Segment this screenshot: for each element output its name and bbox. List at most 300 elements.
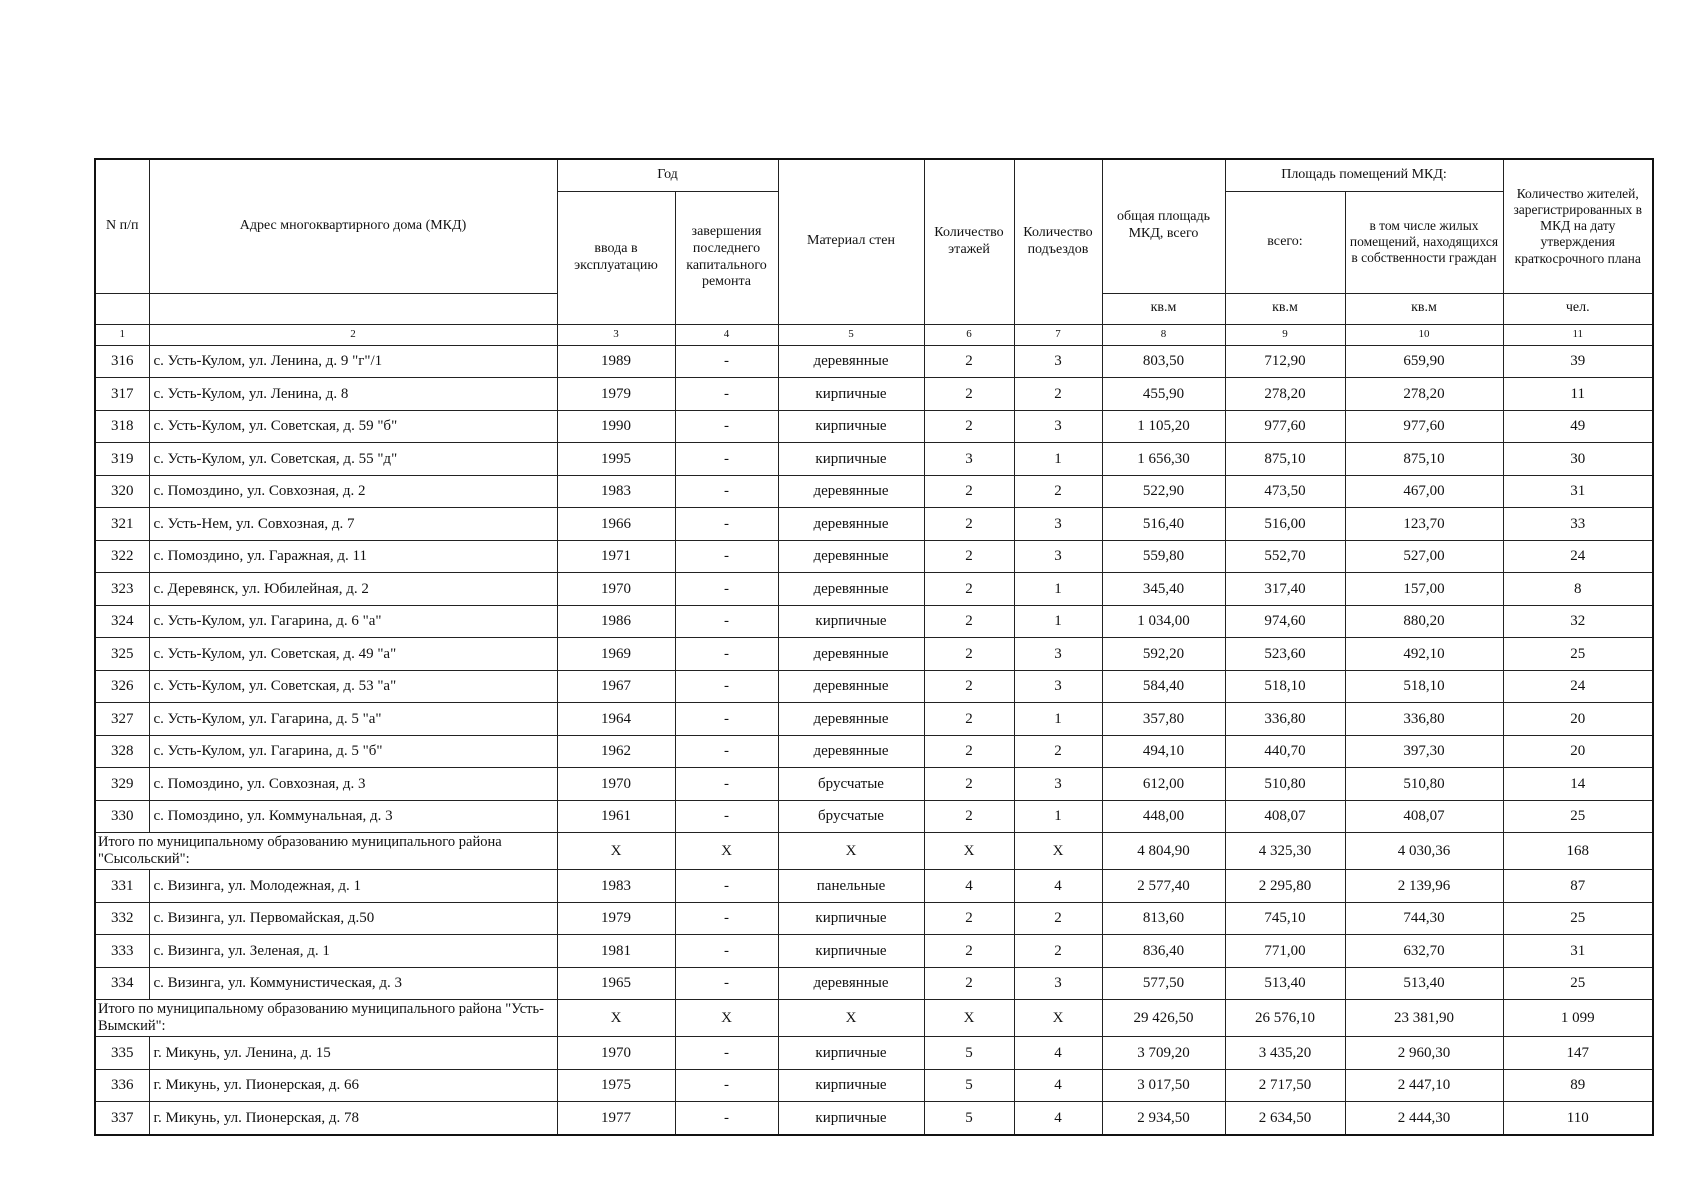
table-row — [95, 670, 1653, 703]
area-all-cell: 977,60 — [1225, 410, 1345, 443]
year-repair-cell: - — [675, 703, 778, 736]
residents-cell: 14 — [1503, 768, 1653, 801]
table-row — [95, 735, 1653, 768]
table-row — [95, 443, 1653, 476]
wall-material-cell: кирпичные — [778, 1102, 924, 1135]
table-row — [95, 902, 1653, 935]
row-number-cell: 323 — [95, 573, 149, 606]
table-row — [95, 508, 1653, 541]
wall-material-cell: кирпичные — [778, 935, 924, 968]
row-number-cell: 316 — [95, 345, 149, 378]
floors-cell: 2 — [924, 605, 1014, 638]
row-number-cell: 333 — [95, 935, 149, 968]
area-private-cell: 2 960,30 — [1345, 1037, 1503, 1070]
floors-cell: 2 — [924, 703, 1014, 736]
row-number-cell: 327 — [95, 703, 149, 736]
subtotal-label: Итого по муниципальному образованию муниципального района "Усть-Вымский": — [95, 1000, 557, 1037]
subtotal-area-private: 23 381,90 — [1345, 1000, 1503, 1037]
floors-cell: 2 — [924, 410, 1014, 443]
address-cell: с. Деревянск, ул. Юбилейная, д. 2 — [149, 573, 557, 606]
subtotal-wall-material: X — [778, 1000, 924, 1037]
total-area-cell: 1 034,00 — [1102, 605, 1225, 638]
wall-material-cell: деревянные — [778, 670, 924, 703]
row-number-cell: 335 — [95, 1037, 149, 1070]
year-repair-cell: - — [675, 638, 778, 671]
table-row — [95, 638, 1653, 671]
column-number: 4 — [675, 324, 778, 345]
area-all-cell: 278,20 — [1225, 378, 1345, 411]
entrances-cell: 2 — [1014, 378, 1102, 411]
total-area-cell: 2 934,50 — [1102, 1102, 1225, 1135]
header-address: Адрес многоквартирного дома (МКД) — [149, 159, 557, 293]
entrances-cell: 3 — [1014, 768, 1102, 801]
address-cell: с. Усть-Кулом, ул. Гагарина, д. 5 "б" — [149, 735, 557, 768]
table-row — [95, 475, 1653, 508]
year-repair-cell: - — [675, 935, 778, 968]
address-cell: с. Помоздино, ул. Коммунальная, д. 3 — [149, 800, 557, 833]
address-cell: с. Усть-Нем, ул. Совхозная, д. 7 — [149, 508, 557, 541]
row-number-cell: 326 — [95, 670, 149, 703]
year-repair-cell: - — [675, 967, 778, 1000]
area-private-cell: 510,80 — [1345, 768, 1503, 801]
column-number: 10 — [1345, 324, 1503, 345]
year-commission-cell: 1979 — [557, 378, 675, 411]
entrances-cell: 1 — [1014, 443, 1102, 476]
subtotal-residents: 1 099 — [1503, 1000, 1653, 1037]
unit-area-private: кв.м — [1345, 293, 1503, 324]
residents-cell: 25 — [1503, 800, 1653, 833]
address-cell: г. Микунь, ул. Пионерская, д. 66 — [149, 1069, 557, 1102]
address-cell: с. Усть-Кулом, ул. Советская, д. 53 "а" — [149, 670, 557, 703]
area-private-cell: 397,30 — [1345, 735, 1503, 768]
entrances-cell: 4 — [1014, 1069, 1102, 1102]
row-number-cell: 336 — [95, 1069, 149, 1102]
subtotal-area-all: 4 325,30 — [1225, 833, 1345, 870]
row-number-cell: 331 — [95, 870, 149, 903]
total-area-cell: 3 017,50 — [1102, 1069, 1225, 1102]
area-all-cell: 473,50 — [1225, 475, 1345, 508]
subtotal-entrances: X — [1014, 1000, 1102, 1037]
total-area-cell: 345,40 — [1102, 573, 1225, 606]
year-repair-cell: - — [675, 902, 778, 935]
total-area-cell: 836,40 — [1102, 935, 1225, 968]
year-commission-cell: 1986 — [557, 605, 675, 638]
area-private-cell: 875,10 — [1345, 443, 1503, 476]
area-private-cell: 527,00 — [1345, 540, 1503, 573]
year-commission-cell: 1961 — [557, 800, 675, 833]
entrances-cell: 4 — [1014, 870, 1102, 903]
year-repair-cell: - — [675, 378, 778, 411]
total-area-cell: 448,00 — [1102, 800, 1225, 833]
subtotal-year-commission: X — [557, 833, 675, 870]
total-area-cell: 522,90 — [1102, 475, 1225, 508]
header-year-commission: ввода в эксплуатацию — [557, 191, 675, 324]
entrances-cell: 1 — [1014, 703, 1102, 736]
floors-cell: 2 — [924, 508, 1014, 541]
residents-cell: 147 — [1503, 1037, 1653, 1070]
subtotal-residents: 168 — [1503, 833, 1653, 870]
residents-cell: 32 — [1503, 605, 1653, 638]
address-cell: с. Усть-Кулом, ул. Советская, д. 49 "а" — [149, 638, 557, 671]
year-commission-cell: 1962 — [557, 735, 675, 768]
year-commission-cell: 1969 — [557, 638, 675, 671]
address-cell: с. Помоздино, ул. Гаражная, д. 11 — [149, 540, 557, 573]
total-area-cell: 592,20 — [1102, 638, 1225, 671]
year-commission-cell: 1966 — [557, 508, 675, 541]
wall-material-cell: деревянные — [778, 573, 924, 606]
floors-cell: 2 — [924, 670, 1014, 703]
row-number-cell: 325 — [95, 638, 149, 671]
subtotal-row — [95, 1000, 1653, 1037]
total-area-cell: 803,50 — [1102, 345, 1225, 378]
year-commission-cell: 1967 — [557, 670, 675, 703]
residents-cell: 39 — [1503, 345, 1653, 378]
area-all-cell: 712,90 — [1225, 345, 1345, 378]
row-number-cell: 319 — [95, 443, 149, 476]
entrances-cell: 1 — [1014, 800, 1102, 833]
residents-cell: 87 — [1503, 870, 1653, 903]
entrances-cell: 3 — [1014, 345, 1102, 378]
residents-cell: 30 — [1503, 443, 1653, 476]
total-area-cell: 3 709,20 — [1102, 1037, 1225, 1070]
year-commission-cell: 1965 — [557, 967, 675, 1000]
year-repair-cell: - — [675, 870, 778, 903]
area-private-cell: 632,70 — [1345, 935, 1503, 968]
floors-cell: 2 — [924, 378, 1014, 411]
floors-cell: 2 — [924, 345, 1014, 378]
residents-cell: 33 — [1503, 508, 1653, 541]
address-cell: с. Усть-Кулом, ул. Советская, д. 55 "д" — [149, 443, 557, 476]
floors-cell: 2 — [924, 800, 1014, 833]
area-private-cell: 2 444,30 — [1345, 1102, 1503, 1135]
table-row — [95, 378, 1653, 411]
wall-material-cell: деревянные — [778, 638, 924, 671]
area-all-cell: 2 295,80 — [1225, 870, 1345, 903]
entrances-cell: 2 — [1014, 935, 1102, 968]
area-all-cell: 513,40 — [1225, 967, 1345, 1000]
floors-cell: 4 — [924, 870, 1014, 903]
year-commission-cell: 1970 — [557, 1037, 675, 1070]
wall-material-cell: брусчатые — [778, 768, 924, 801]
table-header — [95, 159, 1653, 345]
total-area-cell: 584,40 — [1102, 670, 1225, 703]
row-number-cell: 328 — [95, 735, 149, 768]
year-repair-cell: - — [675, 800, 778, 833]
area-private-cell: 880,20 — [1345, 605, 1503, 638]
area-all-cell: 516,00 — [1225, 508, 1345, 541]
residents-cell: 25 — [1503, 902, 1653, 935]
floors-cell: 2 — [924, 638, 1014, 671]
area-private-cell: 278,20 — [1345, 378, 1503, 411]
entrances-cell: 3 — [1014, 638, 1102, 671]
area-private-cell: 408,07 — [1345, 800, 1503, 833]
year-repair-cell: - — [675, 1069, 778, 1102]
subtotal-total-area: 29 426,50 — [1102, 1000, 1225, 1037]
residents-cell: 25 — [1503, 638, 1653, 671]
year-repair-cell: - — [675, 573, 778, 606]
year-commission-cell: 1970 — [557, 573, 675, 606]
header-walls: Материал стен — [778, 159, 924, 324]
total-area-cell: 494,10 — [1102, 735, 1225, 768]
header-floors: Количество этажей — [924, 159, 1014, 324]
row-number-cell: 332 — [95, 902, 149, 935]
area-all-cell: 510,80 — [1225, 768, 1345, 801]
year-commission-cell: 1983 — [557, 475, 675, 508]
area-all-cell: 518,10 — [1225, 670, 1345, 703]
address-cell: с. Визинга, ул. Первомайская, д.50 — [149, 902, 557, 935]
area-private-cell: 513,40 — [1345, 967, 1503, 1000]
wall-material-cell: кирпичные — [778, 902, 924, 935]
area-private-cell: 157,00 — [1345, 573, 1503, 606]
area-all-cell: 408,07 — [1225, 800, 1345, 833]
address-cell: с. Помоздино, ул. Совхозная, д. 3 — [149, 768, 557, 801]
unit-total-area: кв.м — [1102, 293, 1225, 324]
year-commission-cell: 1979 — [557, 902, 675, 935]
year-repair-cell: - — [675, 475, 778, 508]
header-area-group: Площадь помещений МКД: — [1225, 159, 1503, 191]
area-all-cell: 3 435,20 — [1225, 1037, 1345, 1070]
residents-cell: 24 — [1503, 670, 1653, 703]
floors-cell: 2 — [924, 540, 1014, 573]
header-num-cont — [95, 293, 149, 324]
subtotal-floors: X — [924, 1000, 1014, 1037]
floors-cell: 5 — [924, 1069, 1014, 1102]
area-all-cell: 771,00 — [1225, 935, 1345, 968]
row-number-cell: 329 — [95, 768, 149, 801]
header-area-all: всего: — [1225, 191, 1345, 293]
residents-cell: 25 — [1503, 967, 1653, 1000]
area-all-cell: 317,40 — [1225, 573, 1345, 606]
address-cell: с. Усть-Кулом, ул. Ленина, д. 8 — [149, 378, 557, 411]
entrances-cell: 4 — [1014, 1037, 1102, 1070]
wall-material-cell: брусчатые — [778, 800, 924, 833]
area-private-cell: 518,10 — [1345, 670, 1503, 703]
subtotal-row — [95, 833, 1653, 870]
year-commission-cell: 1990 — [557, 410, 675, 443]
year-commission-cell: 1981 — [557, 935, 675, 968]
floors-cell: 2 — [924, 475, 1014, 508]
wall-material-cell: кирпичные — [778, 378, 924, 411]
row-number-cell: 320 — [95, 475, 149, 508]
floors-cell: 2 — [924, 902, 1014, 935]
table-row — [95, 573, 1653, 606]
column-number: 5 — [778, 324, 924, 345]
subtotal-year-repair: X — [675, 1000, 778, 1037]
floors-cell: 2 — [924, 935, 1014, 968]
column-number: 8 — [1102, 324, 1225, 345]
address-cell: г. Микунь, ул. Пионерская, д. 78 — [149, 1102, 557, 1135]
column-number: 7 — [1014, 324, 1102, 345]
header-area-private: в том числе жилых помещений, находящихся в собственности граждан — [1345, 191, 1503, 293]
total-area-cell: 357,80 — [1102, 703, 1225, 736]
address-cell: с. Усть-Кулом, ул. Ленина, д. 9 "г"/1 — [149, 345, 557, 378]
housing-register-table — [94, 158, 1654, 1136]
floors-cell: 5 — [924, 1037, 1014, 1070]
row-number-cell: 317 — [95, 378, 149, 411]
row-number-cell: 334 — [95, 967, 149, 1000]
table-row — [95, 703, 1653, 736]
year-commission-cell: 1995 — [557, 443, 675, 476]
area-all-cell: 974,60 — [1225, 605, 1345, 638]
area-private-cell: 336,80 — [1345, 703, 1503, 736]
total-area-cell: 455,90 — [1102, 378, 1225, 411]
table-row — [95, 1037, 1653, 1070]
area-private-cell: 467,00 — [1345, 475, 1503, 508]
year-repair-cell: - — [675, 605, 778, 638]
floors-cell: 2 — [924, 967, 1014, 1000]
wall-material-cell: деревянные — [778, 508, 924, 541]
table-row — [95, 345, 1653, 378]
year-repair-cell: - — [675, 768, 778, 801]
address-cell: с. Помоздино, ул. Совхозная, д. 2 — [149, 475, 557, 508]
wall-material-cell: деревянные — [778, 703, 924, 736]
column-number: 1 — [95, 324, 149, 345]
entrances-cell: 3 — [1014, 508, 1102, 541]
residents-cell: 11 — [1503, 378, 1653, 411]
entrances-cell: 2 — [1014, 735, 1102, 768]
wall-material-cell: деревянные — [778, 967, 924, 1000]
residents-cell: 110 — [1503, 1102, 1653, 1135]
address-cell: с. Визинга, ул. Зеленая, д. 1 — [149, 935, 557, 968]
table-row — [95, 800, 1653, 833]
address-cell: с. Усть-Кулом, ул. Гагарина, д. 6 "а" — [149, 605, 557, 638]
year-repair-cell: - — [675, 410, 778, 443]
total-area-cell: 2 577,40 — [1102, 870, 1225, 903]
subtotal-area-all: 26 576,10 — [1225, 1000, 1345, 1037]
floors-cell: 2 — [924, 768, 1014, 801]
unit-residents: чел. — [1503, 293, 1653, 324]
entrances-cell: 3 — [1014, 540, 1102, 573]
wall-material-cell: кирпичные — [778, 410, 924, 443]
year-repair-cell: - — [675, 540, 778, 573]
year-commission-cell: 1975 — [557, 1069, 675, 1102]
table-row — [95, 935, 1653, 968]
header-num: N п/п — [95, 159, 149, 293]
header-residents: Количество жителей, зарегистрированных в МКД на дату утверждения краткосрочного плана — [1503, 159, 1653, 293]
column-number: 11 — [1503, 324, 1653, 345]
wall-material-cell: кирпичные — [778, 1037, 924, 1070]
row-number-cell: 318 — [95, 410, 149, 443]
table-row — [95, 1102, 1653, 1135]
row-number-cell: 324 — [95, 605, 149, 638]
year-commission-cell: 1983 — [557, 870, 675, 903]
header-entrances: Количество подъездов — [1014, 159, 1102, 324]
residents-cell: 89 — [1503, 1069, 1653, 1102]
floors-cell: 5 — [924, 1102, 1014, 1135]
subtotal-label: Итого по муниципальному образованию муниципального района "Сысольский": — [95, 833, 557, 870]
address-cell: с. Усть-Кулом, ул. Гагарина, д. 5 "а" — [149, 703, 557, 736]
year-repair-cell: - — [675, 443, 778, 476]
area-all-cell: 440,70 — [1225, 735, 1345, 768]
unit-area-all: кв.м — [1225, 293, 1345, 324]
floors-cell: 3 — [924, 443, 1014, 476]
entrances-cell: 3 — [1014, 410, 1102, 443]
floors-cell: 2 — [924, 573, 1014, 606]
residents-cell: 49 — [1503, 410, 1653, 443]
year-commission-cell: 1964 — [557, 703, 675, 736]
total-area-cell: 1 105,20 — [1102, 410, 1225, 443]
column-number: 6 — [924, 324, 1014, 345]
subtotal-year-commission: X — [557, 1000, 675, 1037]
year-repair-cell: - — [675, 345, 778, 378]
year-commission-cell: 1971 — [557, 540, 675, 573]
area-private-cell: 123,70 — [1345, 508, 1503, 541]
column-number: 9 — [1225, 324, 1345, 345]
row-number-cell: 337 — [95, 1102, 149, 1135]
floors-cell: 2 — [924, 735, 1014, 768]
header-year-group: Год — [557, 159, 778, 191]
total-area-cell: 813,60 — [1102, 902, 1225, 935]
table-body — [95, 345, 1653, 1135]
area-private-cell: 659,90 — [1345, 345, 1503, 378]
residents-cell: 20 — [1503, 735, 1653, 768]
entrances-cell: 4 — [1014, 1102, 1102, 1135]
area-all-cell: 336,80 — [1225, 703, 1345, 736]
wall-material-cell: кирпичные — [778, 605, 924, 638]
entrances-cell: 3 — [1014, 967, 1102, 1000]
subtotal-floors: X — [924, 833, 1014, 870]
table-row — [95, 1069, 1653, 1102]
area-all-cell: 523,60 — [1225, 638, 1345, 671]
table-row — [95, 410, 1653, 443]
subtotal-year-repair: X — [675, 833, 778, 870]
area-private-cell: 977,60 — [1345, 410, 1503, 443]
entrances-cell: 3 — [1014, 670, 1102, 703]
total-area-cell: 516,40 — [1102, 508, 1225, 541]
year-commission-cell: 1977 — [557, 1102, 675, 1135]
column-number-row — [95, 324, 1653, 345]
total-area-cell: 612,00 — [1102, 768, 1225, 801]
address-cell: г. Микунь, ул. Ленина, д. 15 — [149, 1037, 557, 1070]
wall-material-cell: кирпичные — [778, 443, 924, 476]
entrances-cell: 2 — [1014, 475, 1102, 508]
header-total-area: общая площадь МКД, всего — [1102, 159, 1225, 293]
residents-cell: 8 — [1503, 573, 1653, 606]
subtotal-entrances: X — [1014, 833, 1102, 870]
residents-cell: 24 — [1503, 540, 1653, 573]
address-cell: с. Визинга, ул. Коммунистическая, д. 3 — [149, 967, 557, 1000]
year-commission-cell: 1970 — [557, 768, 675, 801]
header-year-repair: завершения последнего капитального ремонта — [675, 191, 778, 324]
table-row — [95, 870, 1653, 903]
address-cell: с. Усть-Кулом, ул. Советская, д. 59 "б" — [149, 410, 557, 443]
area-private-cell: 744,30 — [1345, 902, 1503, 935]
wall-material-cell: деревянные — [778, 475, 924, 508]
year-commission-cell: 1989 — [557, 345, 675, 378]
area-private-cell: 492,10 — [1345, 638, 1503, 671]
subtotal-area-private: 4 030,36 — [1345, 833, 1503, 870]
wall-material-cell: деревянные — [778, 735, 924, 768]
address-cell: с. Визинга, ул. Молодежная, д. 1 — [149, 870, 557, 903]
total-area-cell: 559,80 — [1102, 540, 1225, 573]
year-repair-cell: - — [675, 1102, 778, 1135]
row-number-cell: 322 — [95, 540, 149, 573]
area-all-cell: 2 634,50 — [1225, 1102, 1345, 1135]
wall-material-cell: деревянные — [778, 345, 924, 378]
subtotal-total-area: 4 804,90 — [1102, 833, 1225, 870]
wall-material-cell: кирпичные — [778, 1069, 924, 1102]
table-row — [95, 540, 1653, 573]
wall-material-cell: деревянные — [778, 540, 924, 573]
area-all-cell: 745,10 — [1225, 902, 1345, 935]
area-private-cell: 2 139,96 — [1345, 870, 1503, 903]
table-row — [95, 768, 1653, 801]
total-area-cell: 577,50 — [1102, 967, 1225, 1000]
entrances-cell: 1 — [1014, 573, 1102, 606]
row-number-cell: 330 — [95, 800, 149, 833]
column-number: 2 — [149, 324, 557, 345]
total-area-cell: 1 656,30 — [1102, 443, 1225, 476]
